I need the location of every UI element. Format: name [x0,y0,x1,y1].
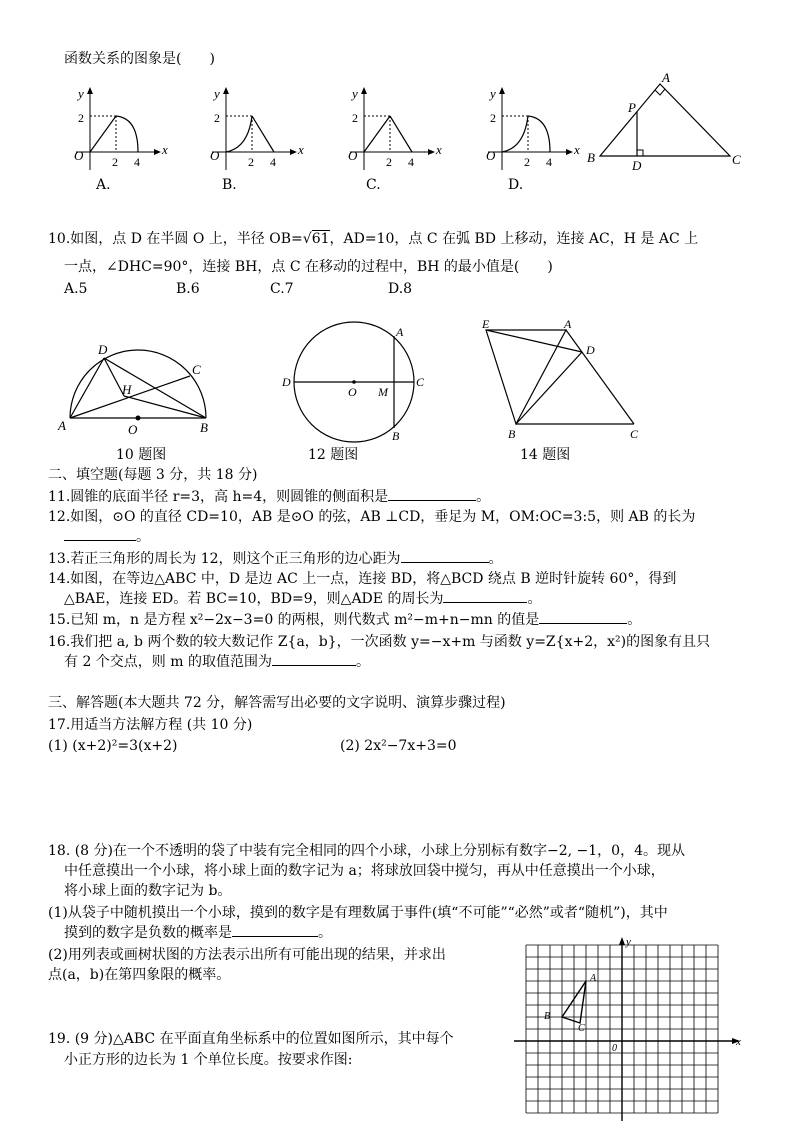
q16-line1: 16.我们把 a, b 两个数的较大数记作 Z{a，b}，一次函数 y=−x+m 与函数 y=Z{x+2，x²)的图象有且只 [48,634,711,650]
graph-b [210,86,304,170]
answer-blank [539,623,627,624]
x-tick-label: 2 [248,155,254,169]
label-m: M [378,385,388,399]
q16-line2: 有 2 个交点，则 m 的取值范围为 。 [64,654,370,670]
q18-line3: 将小球上面的数字记为 b。 [64,883,232,899]
q12-line1: 12.如图，⊙O 的直径 CD=10，AB 是⊙O 的弦，AB ⊥CD，垂足为 M，OM:OC=3:5，则 AB 的长为 [48,509,696,525]
label-c: C [630,427,639,441]
fig10-caption: 10 题图 [116,447,167,463]
label-c: C [578,1023,585,1034]
figure-12 [282,322,442,442]
label-a: A [662,70,670,85]
q10-line1: 10.如图，点 D 在半圆 O 上，半径 OB= √ 61，AD=10，点 C 在弧 BD 上移动，连接 AC，H 是 AC 上 [48,231,699,247]
label-c: C [416,375,425,389]
label-a: A [564,317,572,331]
figure-10 [58,338,228,438]
label-c: C [192,362,201,377]
label-b: B [200,420,208,435]
section3-heading: 三、解答题(本大题共 72 分，解答需写出必要的文字说明、演算步骤过程) [48,695,506,711]
x-axis-label: x [574,142,580,157]
x-axis-label: x [436,142,442,157]
label-d: D [282,375,291,389]
q13: 13.若正三角形的周长为 12，则这个正三角形的边心距为 。 [48,551,503,567]
graph-a [74,86,168,170]
y-axis-label: y [78,86,84,101]
label-d: D [632,158,642,173]
origin-label: O [348,148,358,163]
q9-graphs [58,82,658,182]
q10-choice-b: B.6 [176,281,200,297]
x-axis-label: x [162,142,168,157]
answer-blank [272,665,356,666]
origin-label: O [210,148,220,163]
origin-label: O [74,148,84,163]
q17-part1: (1) (x+2)²=3(x+2) [48,738,178,754]
q15: 15.已知 m，n 是方程 x²−2x−3=0 的两根，则代数式 m²−m+n−mn 的值是 。 [48,612,642,628]
label-d: D [98,342,108,357]
label-d: D [586,343,595,357]
q18-line1: 18. (8 分)在一个不透明的袋了中装有完全相同的四个小球，小球上分别标有数字−2, −1，0，4。现从 [48,843,685,859]
q10-choice-a: A.5 [64,281,88,297]
y-tick-label: 2 [78,111,84,125]
answer-blank [232,936,318,937]
answer-blank [443,602,527,603]
q17-part2: (2) 2x²−7x+3=0 [340,738,457,754]
x-tick-label: 4 [134,155,140,169]
y-axis-label: y [490,86,496,101]
label-e: E [482,317,490,331]
x-tick-label: 4 [546,155,552,169]
sqrt-expression: √ 61 [302,231,330,247]
q19-line2: 小正方形的边长为 1 个单位长度。按要求作图: [64,1052,353,1068]
y-axis-label: y [626,936,631,948]
origin-label: O [486,148,496,163]
y-tick-label: 2 [214,111,220,125]
label-o: O [348,385,357,399]
x-tick-label: 2 [112,155,118,169]
answer-blank [388,500,476,501]
label-h: H [122,382,132,397]
figure-14 [478,317,648,441]
x-tick-label: 4 [270,155,276,169]
q9-option-c: C. [366,177,381,193]
label-b: B [392,429,400,443]
y-axis-label: y [352,86,358,101]
q18-line2: 中任意摸出一个小球，将小球上面的数字记为 a；将球放回袋中搅匀，再从中任意摸出一个小球， [64,863,665,879]
q12-line2: 。 [64,528,150,546]
q18-part1-line2: 摸到的数字是负数的概率是 。 [64,925,332,941]
graph-c [348,86,442,170]
q9-option-a: A. [96,177,111,193]
q9-triangle-figure [584,70,754,180]
q10-line2: 一点，∠DHC=90°，连接 BH，点 C 在移动的过程中，BH 的最小值是( ) [64,259,553,275]
label-b: B [587,150,595,165]
q18-part2-line2: 点(a，b)在第四象限的概率。 [48,967,231,983]
y-axis-label: y [214,86,220,101]
q19-line1: 19. (9 分)△ABC 在平面直角坐标系中的位置如图所示，其中每个 [48,1031,454,1047]
x-tick-label: 4 [408,155,414,169]
fig14-caption: 14 题图 [520,447,571,463]
x-tick-label: 2 [524,155,530,169]
origin-label: 0 [612,1043,617,1054]
q14-line2: △BAE，连接 ED。若 BC=10，BD=9，则△ADE 的周长为 。 [64,591,542,607]
q17-title: 17.用适当方法解方程 (共 10 分) [48,717,253,733]
answer-blank [64,540,136,541]
fig12-caption: 12 题图 [308,447,359,463]
y-tick-label: 2 [490,111,496,125]
label-p: P [628,100,636,115]
q19-coordinate-grid [514,933,754,1123]
q10-choice-d: D.8 [388,281,413,297]
label-a: A [58,418,66,433]
label-a: A [396,325,404,339]
q18-part1-line1: (1)从袋子中随机摸出一个小球，摸到的数字是有理数属于事件(填“不可能”“必然”或者“随机”)，其中 [48,905,668,921]
q9-option-d: D. [508,177,524,193]
section2-heading: 二、填空题(每题 3 分，共 18 分) [48,467,258,483]
x-tick-label: 2 [386,155,392,169]
q14-line1: 14.如图，在等边△ABC 中，D 是边 AC 上一点，连接 BD，将△BCD 绕点 B 逆时针旋转 60°，得到 [48,571,677,587]
label-b: B [508,427,516,441]
label-c: C [732,152,741,167]
graph-d [486,86,580,170]
q11: 11.圆锥的底面半径 r=3，高 h=4，则圆锥的侧面积是 。 [48,489,491,505]
q9-option-b: B. [222,177,237,193]
answer-blank [401,562,489,563]
x-axis-label: x [298,142,304,157]
y-tick-label: 2 [352,111,358,125]
label-o: O [128,422,138,437]
x-axis-label: x [736,1036,741,1048]
q18-part2-line1: (2)用列表或画树状图的方法表示出所有可能出现的结果，并求出 [48,947,446,963]
q9-prompt: 函数关系的图象是( ) [64,51,215,67]
label-a: A [590,973,597,984]
q10-choice-c: C.7 [270,281,294,297]
label-b: B [544,1011,551,1022]
